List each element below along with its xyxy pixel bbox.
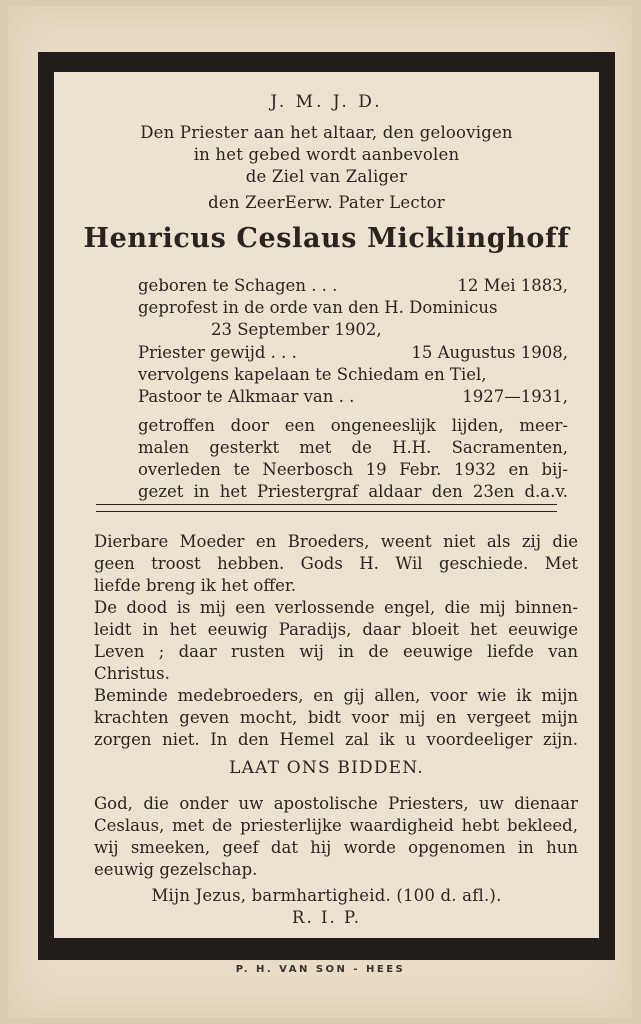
intro-line: den ZeerEerw. Pater Lector <box>208 193 445 212</box>
death-line: getroffen door een ongeneeslijk lijden, meer- <box>138 416 568 435</box>
farewell-line: leidt in het eeuwig Paradijs, daar bloeit het eeuwige <box>94 620 578 639</box>
pastor-label: Pastoor te Alkmaar van . . <box>138 387 355 406</box>
professed-line: geprofest in de orde van den H. Dominicus <box>138 298 498 317</box>
mourning-border <box>38 52 615 960</box>
professed-date: 23 September 1902, <box>211 320 382 339</box>
prayer-line: God, die onder uw apostolische Priesters, uw dienaar <box>94 794 578 813</box>
double-rule-divider <box>96 504 557 512</box>
chaplain-line: vervolgens kapelaan te Schiedam en Tiel, <box>138 365 487 384</box>
monogram: J. M. J. D. <box>270 92 383 112</box>
farewell-line: Christus. <box>94 664 170 683</box>
farewell-line: Beminde medebroeders, en gij allen, voor wie ik mijn <box>94 686 578 705</box>
memorial-card <box>8 6 632 1018</box>
prayer-heading: LAAT ONS BIDDEN. <box>229 758 424 778</box>
prayer-line: Ceslaus, met de priesterlijke waardigheid hebt bekleed, <box>94 816 578 835</box>
death-line: overleden te Neerbosch 19 Febr. 1932 en bij- <box>138 460 568 479</box>
ordained-label: Priester gewijd . . . <box>138 343 297 362</box>
deceased-name: Henricus Ceslaus Micklinghoff <box>83 223 570 254</box>
prayer-line: eeuwig gezelschap. <box>94 860 258 879</box>
ordained-date: 15 Augustus 1908, <box>411 343 568 362</box>
pastor-years: 1927—1931, <box>462 387 568 406</box>
intro-line: de Ziel van Zaliger <box>245 167 408 186</box>
farewell-line: zorgen niet. In den Hemel zal ik u voordeeliger zijn. <box>94 730 578 749</box>
printer-imprint: P. H. VAN SON - HEES <box>235 964 406 975</box>
prayer-line: wij smeeken, geef dat hij worde opgenomen in hun <box>94 838 578 857</box>
intro-line: in het gebed wordt aanbevolen <box>193 145 460 164</box>
death-line: gezet in het Priestergraf aldaar den 23en d.a.v. <box>138 482 568 501</box>
farewell-line: Leven ; daar rusten wij in de eeuwige liefde van <box>94 642 578 661</box>
farewell-line: geen troost hebben. Gods H. Wil geschiede. Met <box>94 554 578 573</box>
death-line: malen gesterkt met de H.H. Sacramenten, <box>138 438 568 457</box>
born-label: geboren te Schagen . . . <box>138 276 338 295</box>
farewell-line: krachten geven mocht, bidt voor mij en vergeet mijn <box>94 708 578 727</box>
farewell-line: Dierbare Moeder en Broeders, weent niet als zij die <box>94 532 578 551</box>
farewell-line: De dood is mij een verlossende engel, die mij binnen- <box>94 598 578 617</box>
farewell-line: liefde breng ik het offer. <box>94 576 297 595</box>
intro-line: Den Priester aan het altaar, den geloovigen <box>140 123 513 142</box>
rip-line: R. I. P. <box>292 908 361 927</box>
indulgence-line: Mijn Jezus, barmhartigheid. (100 d. afl.). <box>151 886 502 905</box>
born-date: 12 Mei 1883, <box>457 276 568 295</box>
